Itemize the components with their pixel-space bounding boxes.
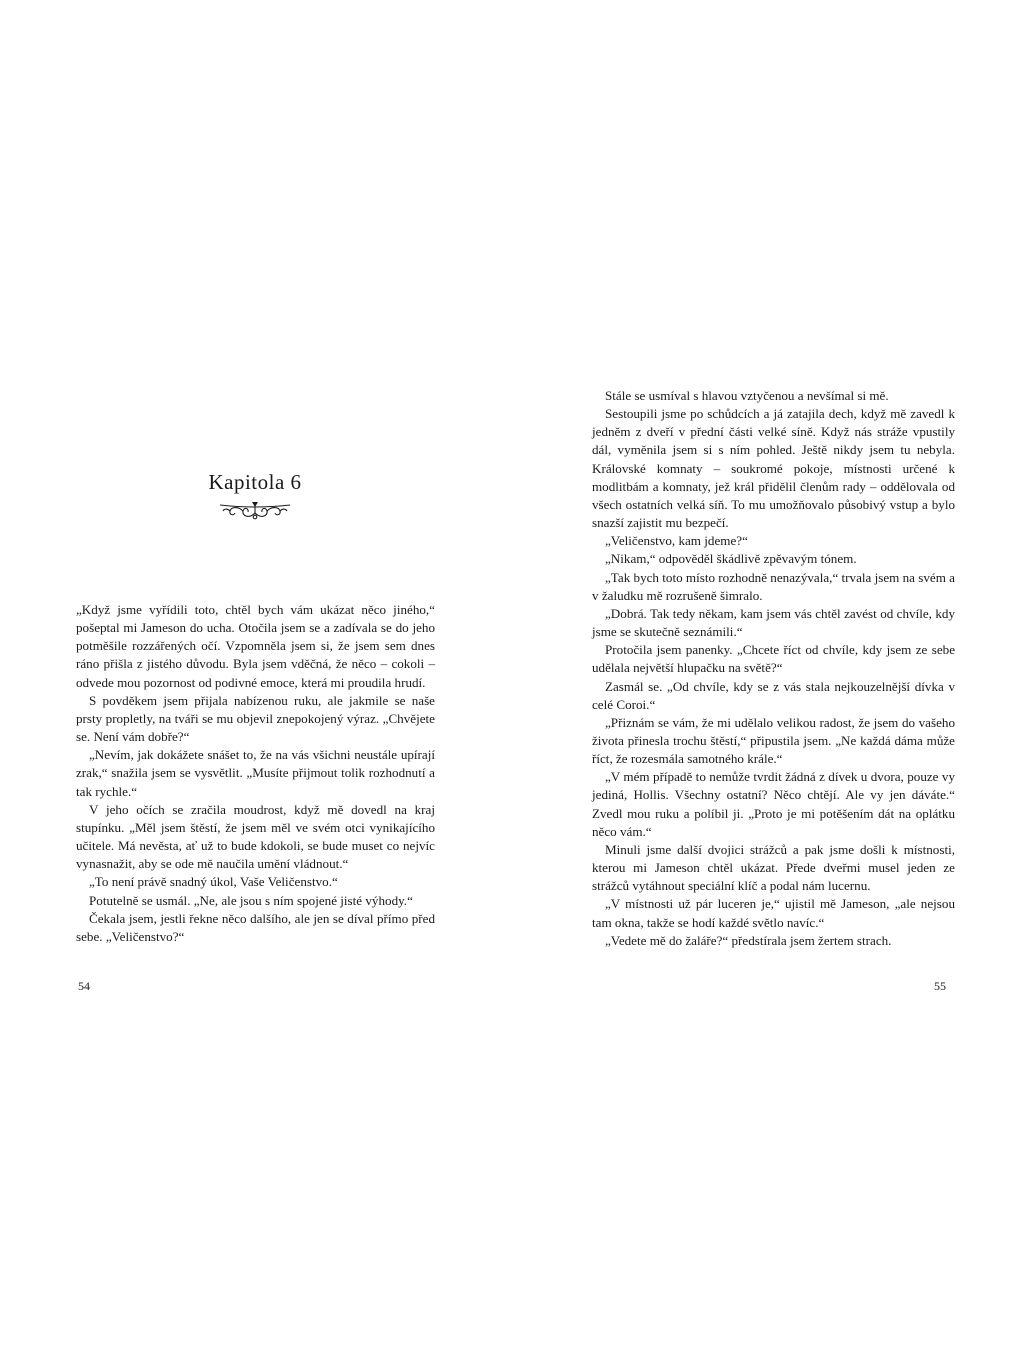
paragraph: „To není právě snadný úkol, Vaše Veličenstvo.“ [89, 874, 338, 890]
paragraph: Stále se usmíval s hlavou vztyčenou a nevšímal si mě. [605, 388, 889, 403]
paragraph: Čekala jsem, jestli řekne něco dalšího, ale jen se díval přímo před sebe. „Veličenstvo?“ [76, 910, 435, 944]
chapter-title: Kapitola 6 [208, 470, 302, 494]
paragraph: „Tak bych toto místo rozhodně nenazývala,“ trvala jsem na svém a v žaludku mě rozrušeně šimralo. [592, 569, 955, 603]
paragraph: Potutelně se usmál. „Ne, ale jsou s ním spojené jisté výhody.“ [89, 892, 413, 908]
page-number: 55 [934, 979, 946, 993]
paragraph: „Přiznám se vám, že mi udělalo velikou radost, že jsem do vašeho života přinesla trochu štěstí,“ připustila jsem. „Ne každá dáma může říct, že rozesmála samotného krále.“ [592, 714, 955, 767]
page-number: 54 [78, 979, 90, 993]
paragraph: „Nevím, jak dokážete snášet to, že na vás všichni neustále upírají zrak,“ snažila jsem se vysvětlit. „Musíte přijmout tolik rozhodnutí a tak rychle.“ [76, 747, 435, 799]
paragraph: V jeho očích se zračila moudrost, když mě dovedl na kraj stupínku. „Měl jsem štěstí, že jsem měl ve svém otci vynikajícího učitele. Má nevěsta, ať už to bude kdokoli, se bude muset co nejvíc vynasnažit, aby se ode mě naučila umění vládnout.“ [76, 801, 435, 872]
paragraph: „Veličenstvo, kam jdeme?“ [605, 533, 748, 549]
paragraph: Protočila jsem panenky. „Chcete říct od chvíle, kdy jsem ze sebe udělala největší hlupačku na světě?“ [592, 642, 955, 676]
paragraph: Minuli jsme další dvojici strážců a pak jsme došli k místnosti, kterou mi Jameson chtěl ukázat. Přede dveřmi musel jeden ze strážců vytáhnout speciální klíč a podal nám lucernu. [592, 841, 955, 894]
chapter-heading [140, 468, 370, 522]
right-page-text [592, 387, 955, 950]
paragraph: Sestoupili jsme po schůdcích a já zatajila dech, když mě zavedl k jedněm z dveří v přední části velké síně. Když nás stráže vpustily dál, vyměnila jsem si s ním pohled. Ještě nikdy jsem tu nebyla. Královské komnaty – soukromé pokoje, místnosti určené k modlitbám a komnaty, jež král přidělil členům rady – oddělovala od všech ostatních velká síň. To mu umožňovalo působivý vstup a bylo snazší zajistit mu bezpečí. [592, 406, 955, 531]
paragraph: „V místnosti už pár luceren je,“ ujistil mě Jameson, „ale nejsou tam okna, takže se hodí každé světlo navíc.“ [592, 896, 955, 930]
flourish-ornament-icon [218, 500, 292, 522]
paragraph: „Když jsme vyřídili toto, chtěl bych vám ukázat něco jiného,“ pošeptal mi Jameson do ucha. Otočila jsem se a zadívala se do jeho potměšile rozzářených očí. Vzpomněla jsem si, že jsem sem dnes ráno přišla z jistého důvodu. Byla jsem vděčná, že něco – cokoli – odvede mou pozornost od podivné emoce, která mi proudila hrudí. [76, 602, 435, 690]
paragraph: Zasmál se. „Od chvíle, kdy se z vás stala nejkouzelnější dívka v celé Coroi.“ [592, 678, 955, 712]
paragraph: S povděkem jsem přijala nabízenou ruku, ale jakmile se naše prsty propletly, na tváři se mu objevil znepokojený výraz. „Chvějete se. Není vám dobře?“ [76, 692, 435, 745]
left-page-text [76, 601, 435, 946]
paragraph: „V mém případě to nemůže tvrdit žádná z dívek u dvora, pouze vy jediná, Hollis. Všechny ostatní? Něco chtějí. Ale vy jen dáváte.“ Zvedl mou ruku a políbil ji. „Proto je mi potěšením dát na oplátku něco vám.“ [592, 769, 955, 839]
paragraph: „Dobrá. Tak tedy někam, kam jsem vás chtěl zavést od chvíle, kdy jsme se skutečně seznámili.“ [592, 605, 955, 640]
paragraph: „Nikam,“ odpověděl škádlivě zpěvavým tónem. [605, 551, 857, 567]
paragraph: „Vedete mě do žaláře?“ předstírala jsem žertem strach. [605, 932, 892, 948]
right-page [512, 0, 1024, 1365]
